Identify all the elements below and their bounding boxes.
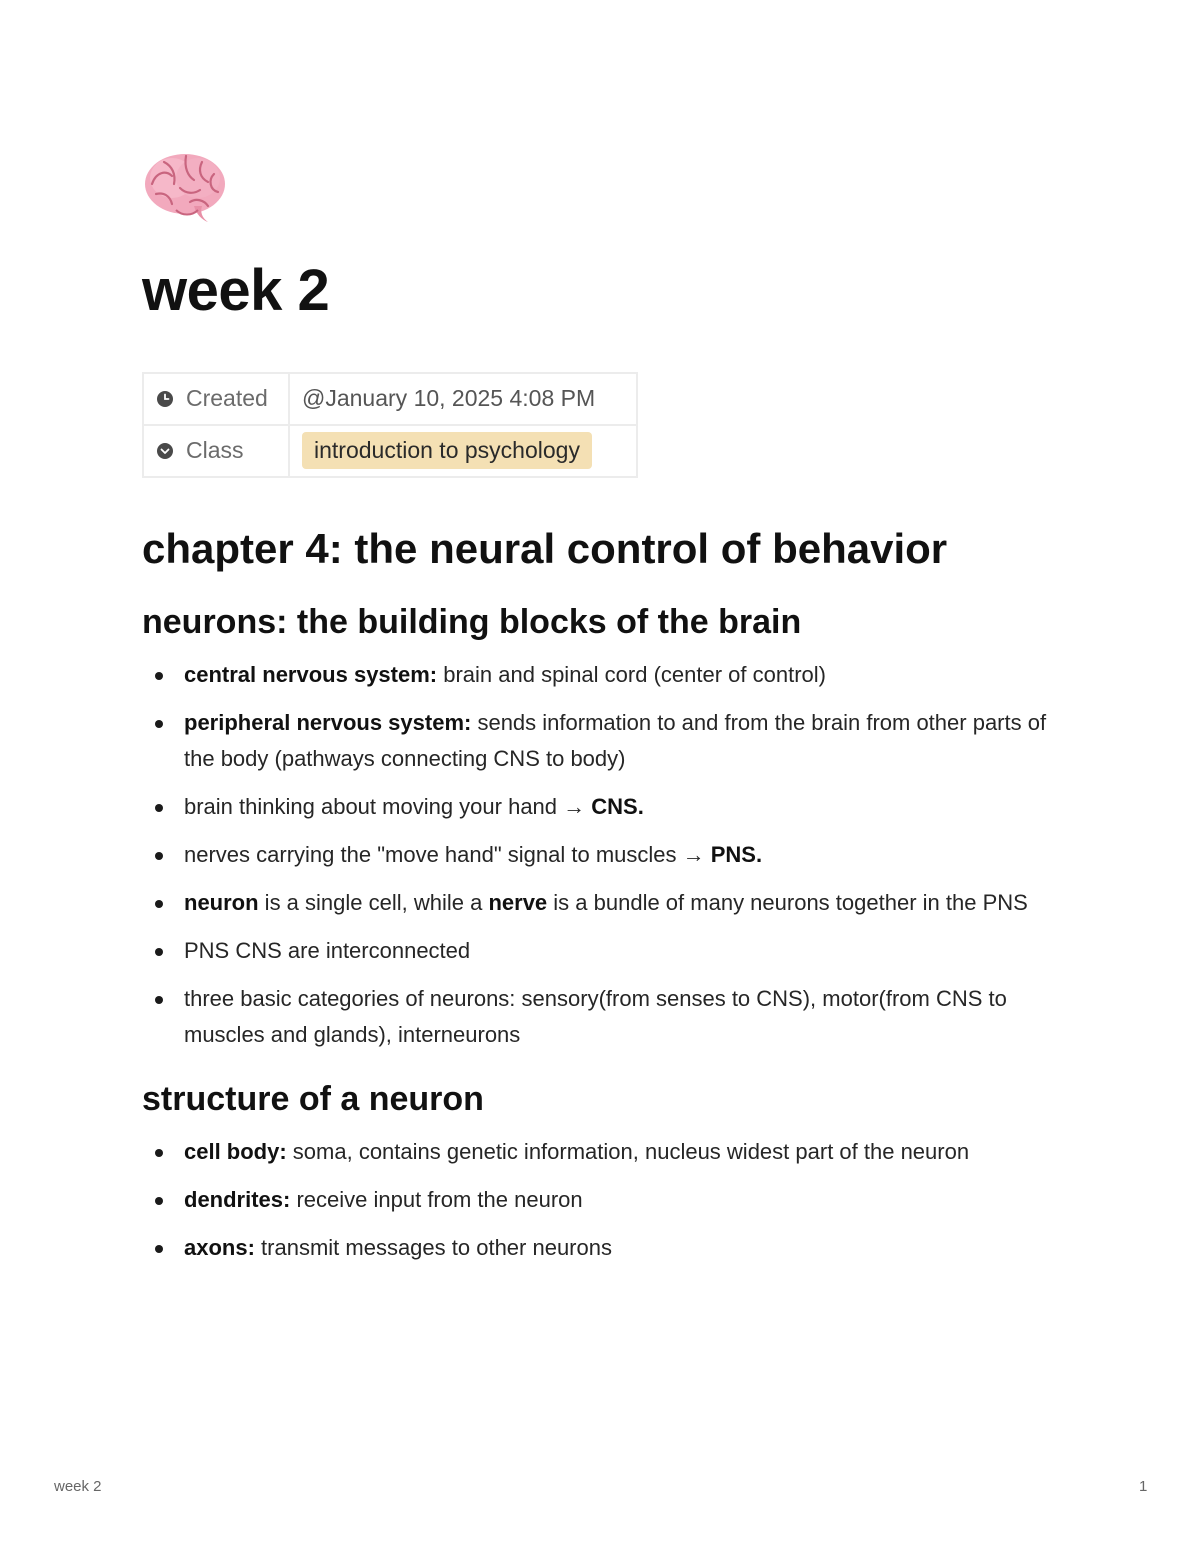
- bullet-list: [142, 1134, 1052, 1266]
- page-title: week 2: [142, 258, 330, 323]
- property-key: [143, 373, 289, 425]
- properties-table: [142, 372, 638, 478]
- list-item: nerves carrying the "move hand" signal to muscles → PNS.: [142, 837, 1052, 873]
- created-value[interactable]: @January 10, 2025 4:08 PM: [289, 373, 637, 425]
- chapter-heading: chapter 4: the neural control of behavior: [142, 524, 948, 572]
- property-key-label: Created: [186, 385, 268, 412]
- bullet-list: [142, 657, 1052, 1053]
- list-item: dendrites: receive input from the neuron: [142, 1182, 1052, 1218]
- list-item: axons: transmit messages to other neurons: [142, 1230, 1052, 1266]
- section-heading: structure of a neuron: [142, 1079, 484, 1118]
- property-row-class: [143, 425, 637, 477]
- list-item: central nervous system: brain and spinal cord (center of control): [142, 657, 1052, 693]
- section-heading: neurons: the building blocks of the brain: [142, 602, 802, 641]
- select-icon: [156, 442, 174, 460]
- list-item: cell body: soma, contains genetic information, nucleus widest part of the neuron: [142, 1134, 1052, 1170]
- footer-page-number: 1: [1139, 1478, 1148, 1495]
- clock-icon: [156, 390, 174, 408]
- class-value[interactable]: [289, 425, 637, 477]
- property-key-label: Class: [186, 437, 244, 464]
- footer-page-title: week 2: [54, 1478, 102, 1495]
- property-row-created: [143, 373, 637, 425]
- list-item: peripheral nervous system: sends information to and from the brain from other parts of the body (pathways connecting CNS to body): [142, 705, 1052, 777]
- brain-icon: [142, 148, 228, 226]
- list-item: brain thinking about moving your hand → CNS.: [142, 789, 1052, 825]
- list-item: three basic categories of neurons: sensory(from senses to CNS), motor(from CNS to muscles and glands), interneurons: [142, 981, 1052, 1053]
- list-item: neuron is a single cell, while a nerve is a bundle of many neurons together in the PNS: [142, 885, 1052, 921]
- list-item: PNS CNS are interconnected: [142, 933, 1052, 969]
- page-content: [142, 148, 1052, 1278]
- property-key: [143, 425, 289, 477]
- class-tag[interactable]: introduction to psychology: [302, 432, 592, 469]
